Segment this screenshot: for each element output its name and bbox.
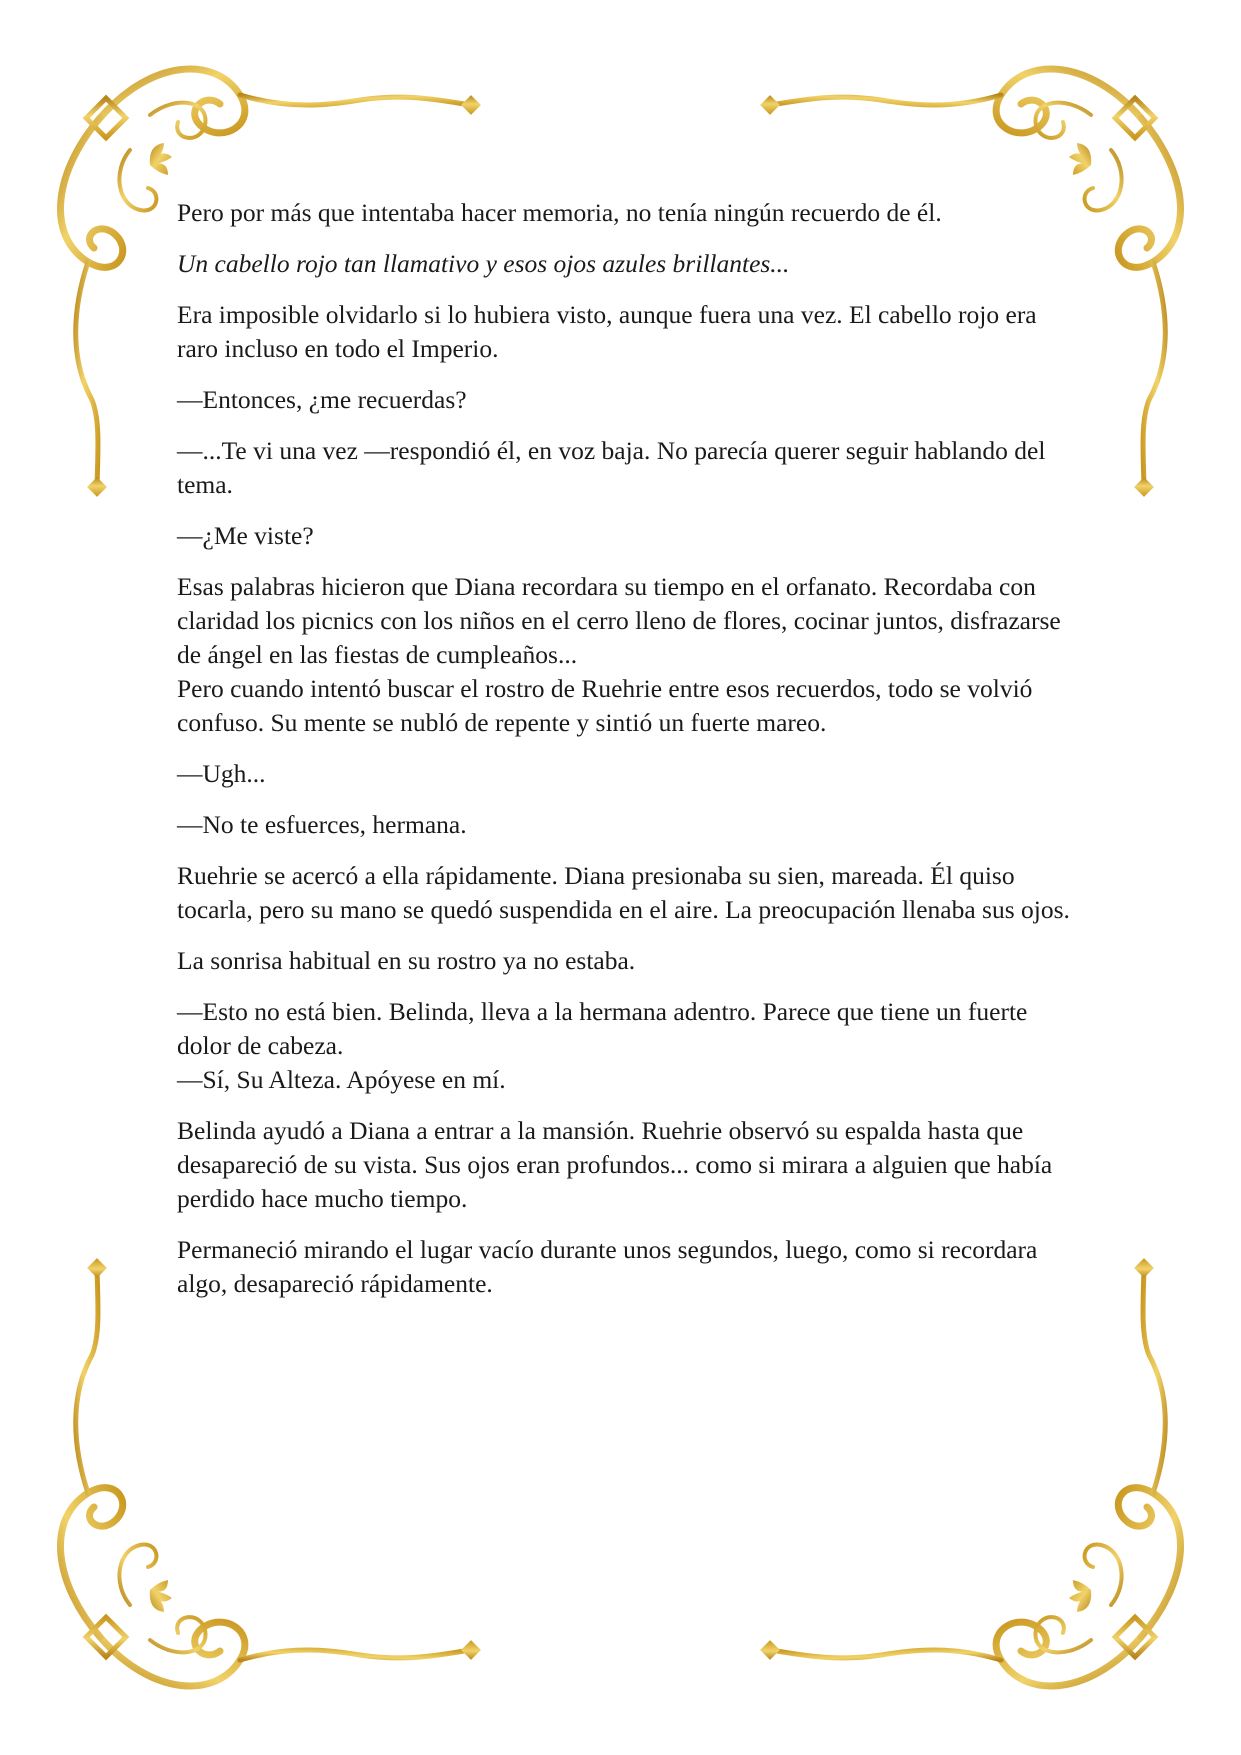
text-body bbox=[177, 196, 1077, 1318]
paragraph: Belinda ayudó a Diana a entrar a la mansión. Ruehrie observó su espalda hasta que desapareció de su vista. Sus ojos eran profundos... como si mirara a alguien que había perdido hace mucho tiempo. bbox=[177, 1116, 1053, 1213]
paragraph: Ruehrie se acercó a ella rápidamente. Diana presionaba su sien, mareada. Él quiso tocarla, pero su mano se quedó suspendida en el aire. La preocupación llenaba sus ojos. bbox=[177, 861, 1070, 924]
paragraph: Pero cuando intentó buscar el rostro de Ruehrie entre esos recuerdos, todo se volvió confuso. Su mente se nubló de repente y sintió un fuerte mareo. bbox=[177, 674, 1033, 737]
paragraph-italic: Un cabello rojo tan llamativo y esos ojos azules brillantes... bbox=[177, 249, 790, 278]
dialogue-line: —¿Me viste? bbox=[177, 521, 314, 550]
dialogue-line: —...Te vi una vez —respondió él, en voz baja. No parecía querer seguir hablando del tema. bbox=[177, 436, 1046, 499]
dialogue-line: —Esto no está bien. Belinda, lleva a la hermana adentro. Parece que tiene un fuerte dolor de cabeza. bbox=[177, 997, 1028, 1060]
dialogue-line: —Entonces, ¿me recuerdas? bbox=[177, 385, 467, 414]
dialogue-line: —No te esfuerces, hermana. bbox=[177, 810, 467, 839]
dialogue-line: —Ugh... bbox=[177, 759, 266, 788]
paragraph: Permaneció mirando el lugar vacío durante unos segundos, luego, como si recordara algo, desapareció rápidamente. bbox=[177, 1235, 1038, 1298]
paragraph: Esas palabras hicieron que Diana recordara su tiempo en el orfanato. Recordaba con claridad los picnics con los niños en el cerro lleno de flores, cocinar juntos, disfrazarse de ángel en las fiestas de cumpleaños... bbox=[177, 572, 1061, 669]
paragraph: Era imposible olvidarlo si lo hubiera visto, aunque fuera una vez. El cabello rojo era raro incluso en todo el Imperio. bbox=[177, 300, 1037, 363]
paragraph: La sonrisa habitual en su rostro ya no estaba. bbox=[177, 946, 636, 975]
paragraph: Pero por más que intentaba hacer memoria, no tenía ningún recuerdo de él. bbox=[177, 198, 942, 227]
dialogue-line: —Sí, Su Alteza. Apóyese en mí. bbox=[177, 1065, 506, 1094]
